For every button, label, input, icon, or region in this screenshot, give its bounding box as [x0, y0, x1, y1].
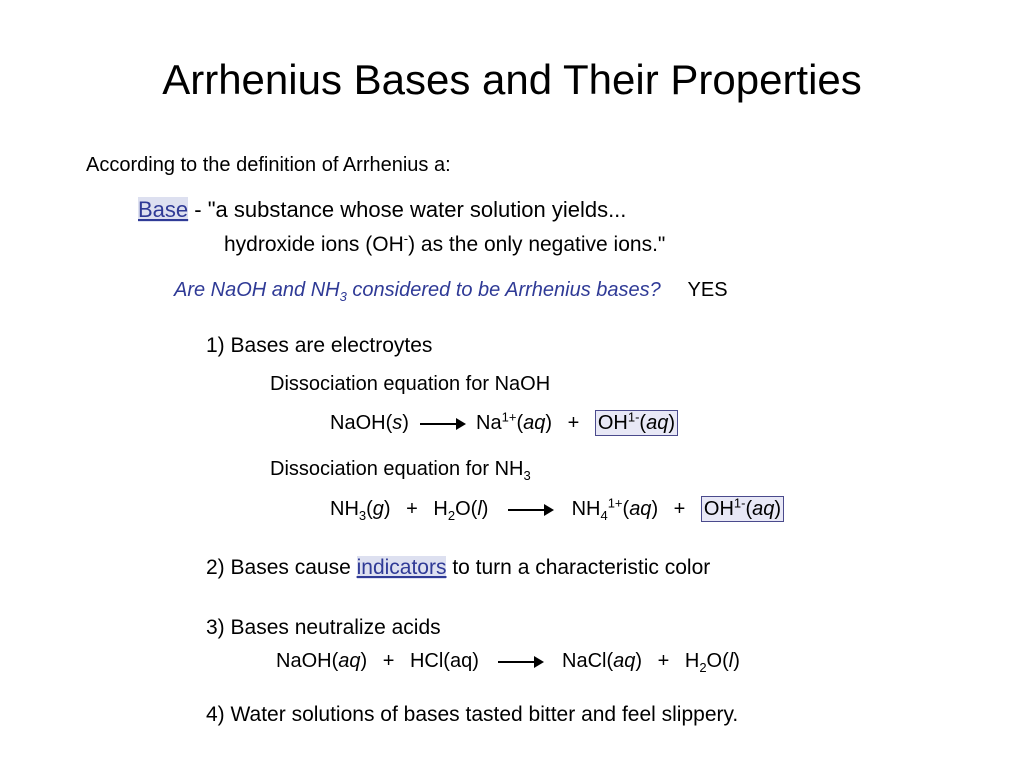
- hydroxide-box: $OH^{1-}(aq)$: [701, 496, 784, 522]
- naoh-label: Dissociation equation for NaOH: [270, 373, 551, 395]
- base-link[interactable]: Base: [138, 197, 189, 222]
- charge-superscript: -: [403, 231, 409, 246]
- definition-line-1: [138, 197, 626, 223]
- nh3-equation: $NH_3(g) + H_2O(l) NH_4^{1+}(aq) + OH^{1-}(aq)$: [330, 498, 784, 521]
- reaction-arrow: [498, 661, 542, 663]
- point-1-heading: 1) Bases are electroytes: [206, 334, 433, 357]
- naoh-equation: NaOH(s) $Na^{1+}(aq) + OH^{1-}(aq)$: [330, 412, 678, 435]
- question-line: [174, 279, 728, 302]
- slide-title: Arrhenius Bases and Their Properties: [162, 56, 862, 103]
- hydroxide-box: $OH^{1-}(aq)$: [595, 410, 678, 436]
- question-text: Are NaOH and $NH_3$ considered to be Arrhenius bases?: [174, 279, 661, 304]
- definition-line2-text: hydroxide ions (OH: [224, 233, 404, 256]
- point-2: 2) Bases cause indicators to turn a characteristic color: [206, 556, 711, 579]
- neutralization-equation: NaOH(aq) + HCl(aq) NaCl(aq) + $H_2O(l)$: [276, 650, 740, 675]
- answer-text: YES: [687, 279, 728, 301]
- reaction-arrow: [420, 423, 464, 425]
- intro-text: According to the definition of Arrhenius a:: [86, 154, 451, 176]
- reaction-arrow: [508, 509, 552, 511]
- point-3-heading: 3) Bases neutralize acids: [206, 616, 441, 639]
- definition-text: - "a substance whose water solution yields...: [188, 197, 627, 222]
- indicators-link[interactable]: indicators: [356, 556, 447, 579]
- nh3-label: Dissociation equation for $NH_3$: [270, 458, 531, 483]
- definition-line-2: [224, 233, 665, 257]
- point-4: 4) Water solutions of bases tasted bitter and feel slippery.: [206, 703, 739, 726]
- definition-line2-end: ) as the only negative ions.": [408, 233, 666, 256]
